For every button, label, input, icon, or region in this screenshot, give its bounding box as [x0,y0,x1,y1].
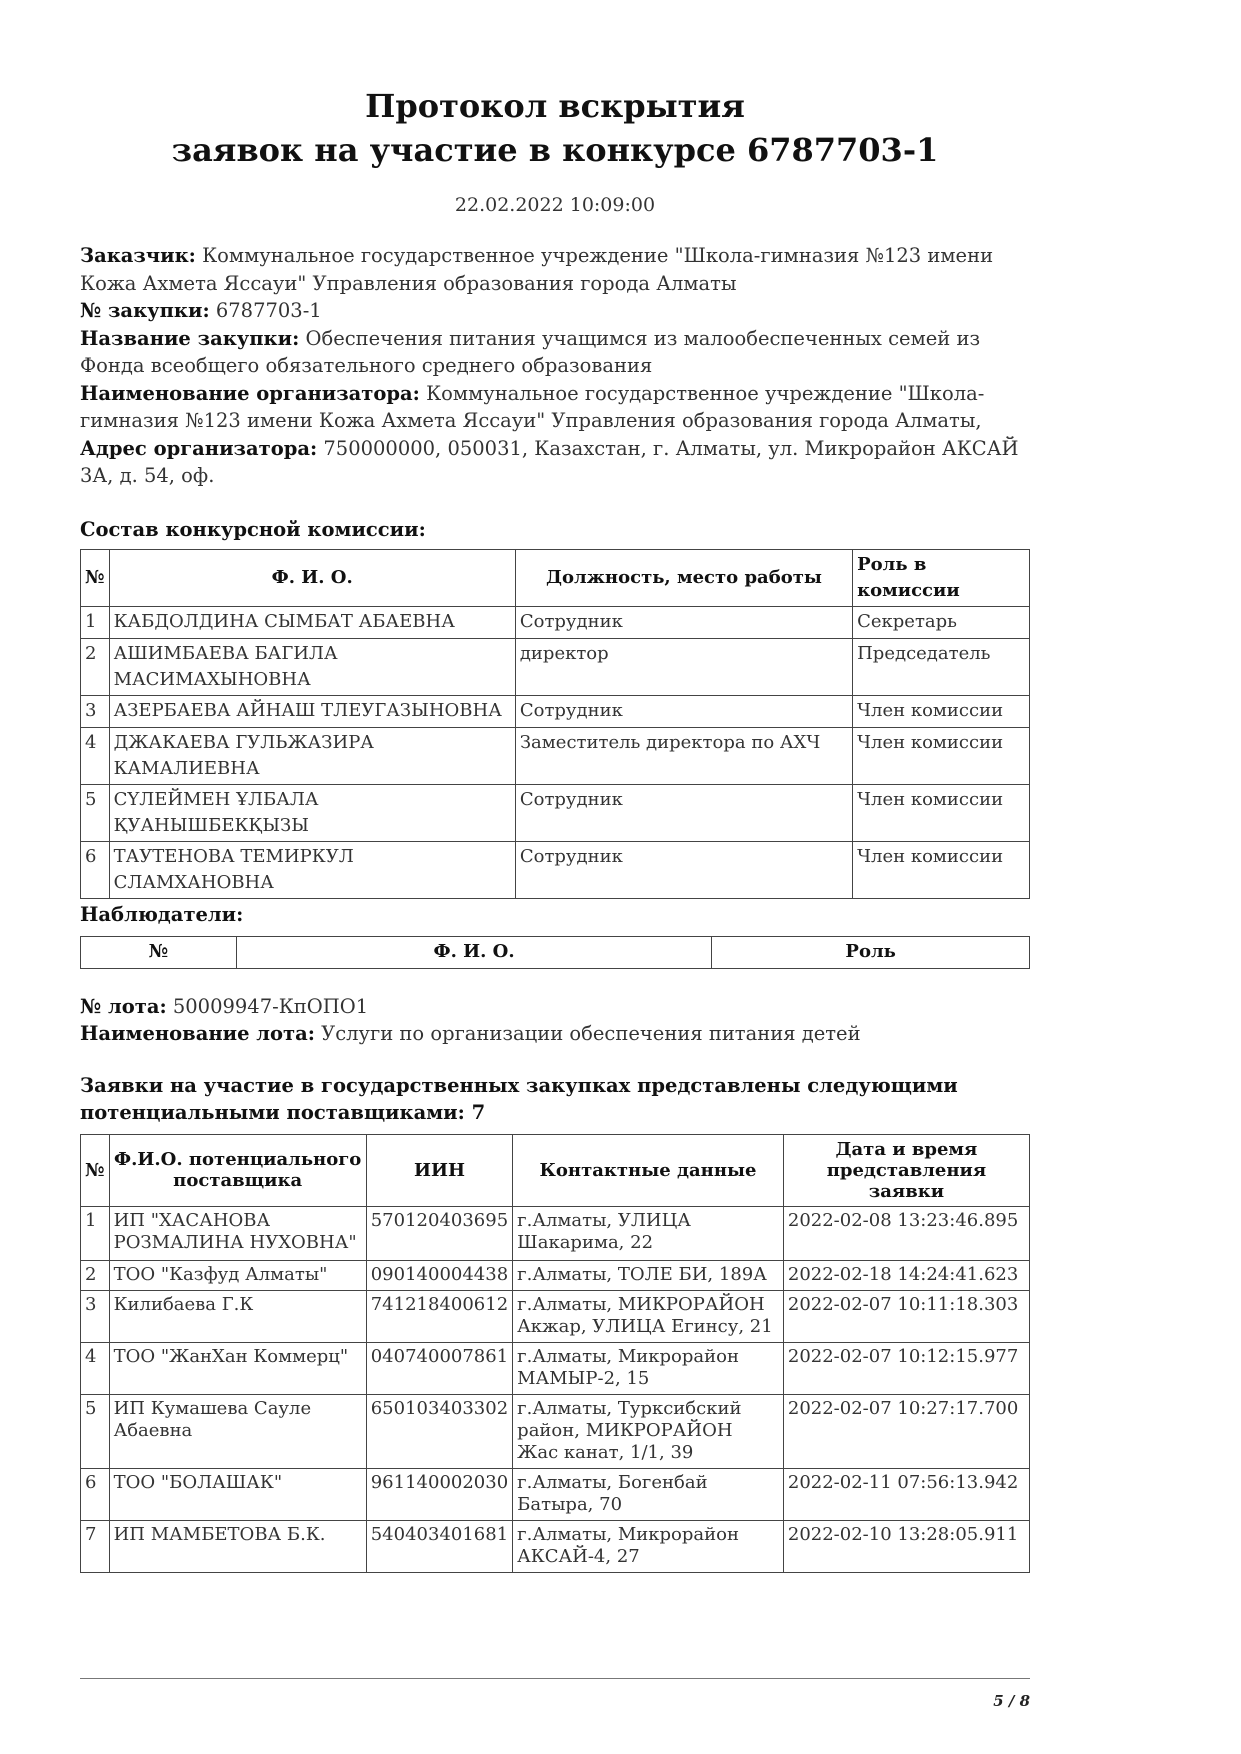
column-header-position: Должность, место работы [515,549,852,606]
column-header-number: № [81,936,237,968]
table-row [81,638,1030,695]
page-number: 5 / 8 [993,1692,1030,1710]
cell-position: Сотрудник [515,695,852,727]
cell-contact: г.Алматы, Богенбай Батыра, 70 [513,1468,784,1520]
cell-iin: 090140004438 [366,1260,512,1290]
column-header-name: Ф. И. О. [109,549,515,606]
cell-position: Сотрудник [515,841,852,898]
commission-title: Состав конкурсной комиссии: [80,517,426,541]
cell-iin: 741218400612 [366,1290,512,1342]
lot-info [80,993,1030,1048]
lot-number-field [80,993,1030,1021]
cell-role: Член комиссии [853,784,1030,841]
cell-name: СҮЛЕЙМЕН ҰЛБАЛА ҚУАНЫШБЕКҚЫЗЫ [109,784,515,841]
column-header-supplier-name: Ф.И.О. потенциального поставщика [109,1134,366,1206]
organizer-label: Наименование организатора: [80,381,420,405]
customer-value: Коммунальное государственное учреждение "Школа-гимназия №123 имени Кожа Ахмета Яссауи" Управления образования города Алматы [80,244,994,295]
cell-role: Член комиссии [853,727,1030,784]
table-header-row [81,1134,1030,1206]
cell-submission-datetime: 2022-02-18 14:24:41.623 [783,1260,1029,1290]
cell-number: 4 [81,727,110,784]
cell-name: ТАУТЕНОВА ТЕМИРКУЛ СЛАМХАНОВНА [109,841,515,898]
column-header-number: № [81,1134,110,1206]
cell-position: Сотрудник [515,784,852,841]
organizer-address-field [80,435,1030,490]
table-header-row [81,936,1030,968]
cell-supplier-name: ТОО "Казфуд Алматы" [109,1260,366,1290]
cell-iin: 650103403302 [366,1394,512,1468]
purchase-name-label: Название закупки: [80,326,300,350]
lot-number-value: 50009947-КпОПО1 [172,994,369,1018]
table-row [81,1260,1030,1290]
cell-number: 2 [81,1260,110,1290]
cell-iin: 570120403695 [366,1206,512,1260]
suppliers-title: Заявки на участие в государственных закупках представлены следующими потенциальными поставщиками: 7 [80,1073,958,1124]
column-header-submission-datetime: Дата и время представления заявки [783,1134,1029,1206]
purchase-name-value: Обеспечения питания учащимся из малообеспеченных семей из Фонда всеобщего обязательного среднего образования [80,326,981,377]
purchase-number-label: № закупки: [80,299,210,322]
cell-role: Член комиссии [853,695,1030,727]
cell-number: 2 [81,638,110,695]
footer-divider [80,1678,1030,1679]
cell-supplier-name: Килибаева Г.К [109,1290,366,1342]
title-line-1: Протокол вскрытия [365,87,745,125]
cell-supplier-name: ТОО "ЖанХан Коммерц" [109,1342,366,1394]
organizer-address-value: 750000000, 050031, Казахстан, г. Алматы, ул. Микрорайон АКСАЙ 3А, д. 54, оф. [80,436,1019,487]
cell-submission-datetime: 2022-02-10 13:28:05.911 [783,1520,1029,1572]
document-page [80,0,1030,1573]
lot-number-label: № лота: [80,994,167,1018]
table-row [81,1290,1030,1342]
cell-number: 3 [81,695,110,727]
observers-title: Наблюдатели: [80,902,244,926]
cell-supplier-name: ИП "ХАСАНОВА РОЗМАЛИНА НУХОВНА" [109,1206,366,1260]
table-row [81,1520,1030,1572]
table-row [81,1342,1030,1394]
table-row [81,1206,1030,1260]
table-row [81,1468,1030,1520]
cell-name: ДЖАКАЕВА ГУЛЬЖАЗИРА КАМАЛИЕВНА [109,727,515,784]
cell-number: 3 [81,1290,110,1342]
cell-submission-datetime: 2022-02-07 10:27:17.700 [783,1394,1029,1468]
cell-role: Член комиссии [853,841,1030,898]
cell-contact: г.Алматы, Микрорайон МАМЫР-2, 15 [513,1342,784,1394]
protocol-date: 22.02.2022 10:09:00 [454,194,656,216]
table-header-row [81,549,1030,606]
organizer-address-label: Адрес организатора: [80,436,318,460]
cell-number: 5 [81,1394,110,1468]
cell-name: КАБДОЛДИНА СЫМБАТ АБАЕВНА [109,606,515,638]
cell-supplier-name: ТОО "БОЛАШАК" [109,1468,366,1520]
cell-iin: 040740007861 [366,1342,512,1394]
cell-submission-datetime: 2022-02-11 07:56:13.942 [783,1468,1029,1520]
cell-role: Председатель [853,638,1030,695]
page-title [80,84,1030,172]
cell-submission-datetime: 2022-02-07 10:12:15.977 [783,1342,1029,1394]
cell-number: 1 [81,1206,110,1260]
cell-name: АЗЕРБАЕВА АЙНАШ ТЛЕУГАЗЫНОВНА [109,695,515,727]
organizer-value: Коммунальное государственное учреждение "Школа-гимназия №123 имени Кожа Ахмета Яссауи" Управления образования города Алматы, [80,381,985,432]
table-row [81,727,1030,784]
cell-number: 6 [81,1468,110,1520]
cell-position: директор [515,638,852,695]
table-row [81,695,1030,727]
cell-iin: 961140002030 [366,1468,512,1520]
cell-position: Заместитель директора по АХЧ [515,727,852,784]
lot-name-value: Услуги по организации обеспечения питания детей [321,1022,861,1045]
customer-label: Заказчик: [80,244,196,267]
observers-table [80,936,1030,969]
purchase-name-field [80,325,1030,380]
cell-number: 7 [81,1520,110,1572]
organizer-field [80,380,1030,435]
cell-supplier-name: ИП МАМБЕТОВА Б.К. [109,1520,366,1572]
table-row [81,784,1030,841]
cell-submission-datetime: 2022-02-07 10:11:18.303 [783,1290,1029,1342]
cell-number: 4 [81,1342,110,1394]
customer-field [80,242,1030,297]
cell-number: 5 [81,784,110,841]
suppliers-table [80,1134,1030,1573]
column-header-iin: ИИН [366,1134,512,1206]
table-row [81,841,1030,898]
cell-position: Сотрудник [515,606,852,638]
column-header-role: Роль в комиссии [853,549,1030,606]
cell-supplier-name: ИП Кумашева Сауле Абаевна [109,1394,366,1468]
table-row [81,1394,1030,1468]
purchase-number-value: 6787703-1 [215,299,322,322]
cell-number: 1 [81,606,110,638]
lot-name-label: Наименование лота: [80,1022,315,1045]
column-header-name: Ф. И. О. [236,936,711,968]
purchase-number-field [80,297,1030,325]
cell-contact: г.Алматы, МИКРОРАЙОН Акжар, УЛИЦА Егинсу, 21 [513,1290,784,1342]
cell-name: АШИМБАЕВА БАГИЛА МАСИМАХЫНОВНА [109,638,515,695]
column-header-contact: Контактные данные [513,1134,784,1206]
cell-contact: г.Алматы, Микрорайон АКСАЙ-4, 27 [513,1520,784,1572]
cell-iin: 540403401681 [366,1520,512,1572]
cell-contact: г.Алматы, УЛИЦА Шакарима, 22 [513,1206,784,1260]
cell-submission-datetime: 2022-02-08 13:23:46.895 [783,1206,1029,1260]
cell-number: 6 [81,841,110,898]
lot-name-field [80,1020,1030,1048]
table-row [81,606,1030,638]
purchase-info [80,242,1030,490]
cell-contact: г.Алматы, ТОЛЕ БИ, 189А [513,1260,784,1290]
column-header-role: Роль [712,936,1030,968]
title-line-2: заявок на участие в конкурсе 6787703-1 [171,131,939,169]
cell-contact: г.Алматы, Турксибский район, МИКРОРАЙОН Жас канат, 1/1, 39 [513,1394,784,1468]
cell-role: Секретарь [853,606,1030,638]
column-header-number: № [81,549,110,606]
commission-table [80,549,1030,899]
